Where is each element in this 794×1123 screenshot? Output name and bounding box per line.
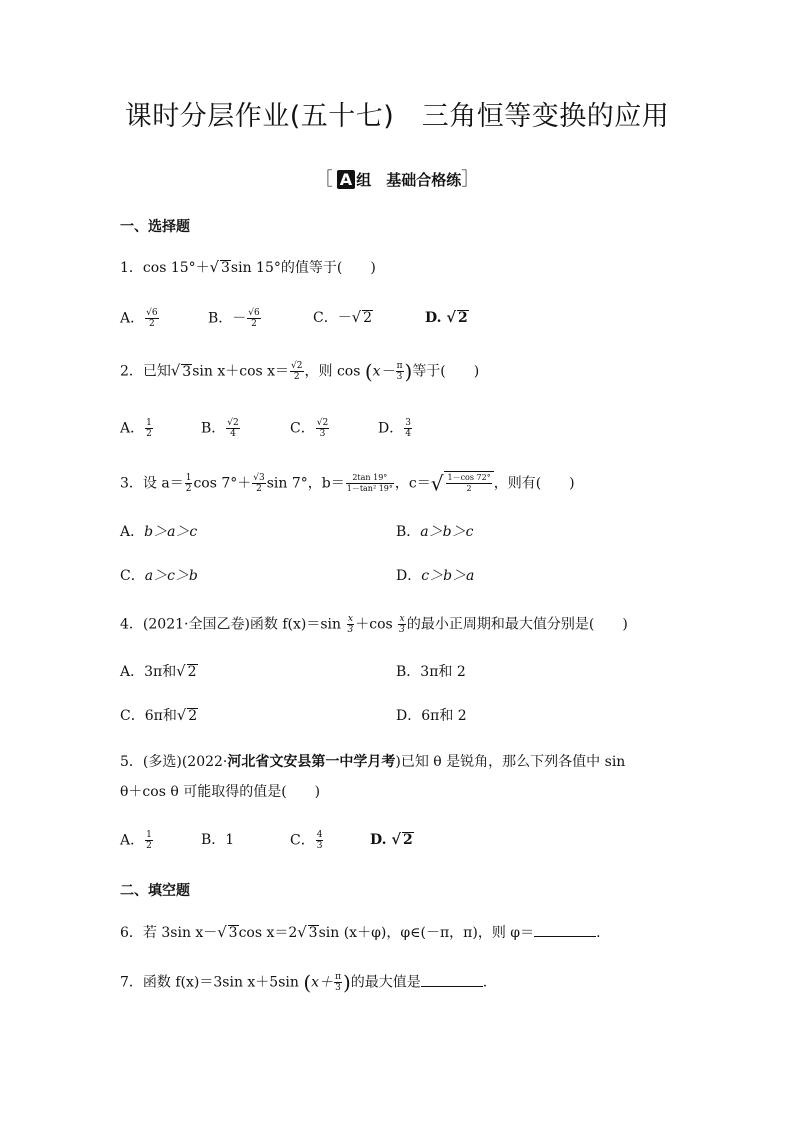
radical-sign: √ (217, 924, 227, 941)
denominator: 2 (146, 429, 152, 439)
option-label: C． (290, 832, 315, 849)
question-3 (120, 471, 575, 494)
numerator: π (335, 972, 341, 982)
option-label: A． (120, 832, 145, 849)
fraction (252, 473, 265, 494)
denominator: 2 (293, 372, 300, 382)
fraction (404, 418, 412, 439)
q1-number: 1． (120, 260, 143, 276)
q3-number: 3． (120, 475, 143, 492)
denominator: 1－tan² 19° (346, 484, 393, 493)
question-1 (120, 258, 376, 278)
option-label: B． (208, 310, 233, 327)
radical-sign: √ (351, 309, 362, 326)
radical-sign: √ (176, 707, 187, 724)
radical-sign: √ (430, 471, 444, 496)
radical-sign: √ (297, 924, 307, 941)
fraction (396, 361, 404, 382)
left-paren: ( (364, 359, 373, 384)
fraction (398, 614, 406, 635)
fraction (247, 308, 260, 329)
numerator: 3 (405, 418, 411, 428)
denominator: 2 (251, 319, 257, 329)
denominator: 3 (396, 372, 403, 382)
q2-option-c[interactable] (290, 418, 330, 439)
radicand: 2 (188, 708, 198, 724)
denominator: 3 (399, 625, 405, 635)
radicand: 2 (403, 832, 413, 848)
q1-text-2: sin 15°的值等于( ) (230, 260, 376, 276)
q5-source: 河北省文安县第一中学月考 (227, 754, 396, 770)
q4-option-b[interactable] (396, 662, 466, 682)
left-bracket: ［ (314, 169, 333, 190)
numerator: x (399, 614, 405, 624)
denominator: 2 (148, 319, 155, 329)
fraction (446, 473, 491, 494)
q3-text-4: ，c＝ (394, 475, 431, 492)
q5-option-b[interactable] (201, 830, 234, 850)
option-label: C． (290, 420, 315, 437)
group-label: 组 基础合格练 (356, 171, 462, 189)
fraction (316, 830, 324, 851)
q3-text-5: ，则有( ) (493, 475, 575, 492)
numerator: 1 (185, 473, 192, 483)
group-badge: A (337, 170, 355, 189)
q2-text-4: 等于( ) (412, 363, 480, 380)
denominator: 4 (405, 429, 411, 439)
q1-option-b[interactable] (208, 308, 262, 329)
q5-number: 5． (120, 754, 143, 770)
q2-text-3: ，则 cos (304, 363, 365, 380)
numerator: √3 (253, 473, 265, 483)
q4-option-d[interactable] (396, 706, 467, 726)
question-5-line-2: θ＋cos θ 可能取得的值是( ) (120, 784, 321, 800)
q7-text: 函数 f(x)＝3sin x＋5sin (142, 974, 304, 991)
q2-option-a[interactable] (120, 418, 154, 439)
option-label: D． (396, 708, 422, 724)
option-label: B． (396, 524, 421, 540)
q2-radicand: 3 (182, 363, 192, 380)
q4-text-2: ＋cos (355, 616, 398, 633)
radicand: 2 (458, 310, 468, 326)
option-text: c＞b＞a (421, 568, 475, 584)
denominator: 3 (335, 983, 341, 993)
section-fill-heading: 二、填空题 (120, 883, 190, 899)
numerator: 4 (316, 830, 323, 840)
numerator: √2 (227, 418, 239, 428)
numerator: 1 (146, 418, 152, 428)
q6-text-2: cos x＝2 (238, 925, 298, 941)
minus-sign: － (337, 310, 352, 326)
period: . (482, 974, 488, 991)
radical-sign: √ (209, 259, 219, 276)
option-text: 6π和 2 (421, 708, 467, 724)
numerator: √6 (248, 308, 260, 318)
q5-option-d[interactable] (370, 830, 414, 850)
question-4 (120, 614, 628, 635)
option-text: 3π和 2 (420, 664, 466, 680)
numerator: 1 (146, 830, 152, 840)
q6-text-3: sin (x＋φ)，φ∈(－π，π)，则 φ＝ (318, 925, 535, 941)
fraction (334, 972, 342, 993)
fraction (145, 418, 153, 439)
q2-inner: x－ (372, 363, 395, 380)
q7-number: 7． (120, 974, 143, 991)
denominator: 3 (316, 841, 323, 851)
denominator: 3 (319, 429, 326, 439)
radicand: 2 (187, 664, 197, 680)
denominator: 2 (256, 484, 262, 494)
right-bracket: ］ (461, 169, 480, 190)
radical-sign: √ (176, 663, 186, 680)
group-heading (0, 165, 794, 191)
numerator: √2 (316, 418, 329, 428)
option-text: 6π和 (144, 708, 177, 724)
denominator: 4 (230, 429, 236, 439)
q7-text-2: 的最大值是 (350, 974, 421, 991)
option-label: B． (396, 664, 421, 680)
q1-option-a[interactable] (120, 308, 160, 329)
q1-radicand: 3 (221, 260, 230, 276)
fraction (290, 361, 303, 382)
fraction (316, 418, 329, 439)
denominator: 2 (185, 484, 192, 494)
fraction (346, 473, 394, 494)
q1-option-d[interactable] (425, 308, 469, 328)
q3-option-b[interactable] (396, 522, 473, 542)
period: . (596, 925, 601, 941)
radicand: 3 (228, 925, 238, 941)
option-label: C． (120, 708, 145, 724)
radical-sign: √ (446, 309, 457, 326)
option-label: D． (396, 568, 422, 584)
fraction (347, 614, 355, 635)
option-text: a＞c＞b (144, 568, 198, 584)
question-2 (120, 361, 479, 382)
q2-text: 已知 (142, 363, 171, 380)
q1-option-c[interactable] (313, 308, 373, 328)
q3-option-c[interactable] (120, 566, 198, 586)
section-choice-heading: 一、选择题 (120, 219, 190, 235)
q4-text: (2021·全国乙卷)函数 f(x)＝sin (142, 616, 346, 633)
q2-option-d[interactable] (378, 418, 413, 439)
option-label: A． (120, 420, 145, 437)
fraction (226, 418, 239, 439)
fraction (145, 308, 158, 329)
q7-answer-blank[interactable] (421, 974, 483, 987)
q6-answer-blank[interactable] (534, 924, 596, 937)
option-text: b＞a＞c (144, 524, 198, 540)
left-paren: ( (303, 970, 312, 995)
option-label: C． (313, 310, 338, 326)
numerator: √2 (291, 361, 303, 371)
q3-text-3: sin 7°，b＝ (266, 475, 345, 492)
q6-text: 若 3sin x－ (142, 925, 218, 941)
q5-option-c[interactable] (290, 830, 324, 851)
radical-sign: √ (391, 831, 402, 848)
option-label: D. (370, 832, 387, 848)
q3-option-a[interactable] (120, 522, 197, 542)
q5-text-2: )已知 θ 是锐角，那么下列各值中 sin (395, 754, 626, 770)
fraction (145, 830, 153, 851)
page-title: 课时分层作业(五十七) 三角恒等变换的应用 (124, 101, 670, 132)
option-label: D. (425, 310, 442, 326)
option-label: C． (120, 568, 145, 584)
question-6 (120, 923, 601, 943)
option-label: A． (120, 524, 145, 540)
option-text: 1 (225, 832, 235, 848)
option-text: 3π和 (144, 664, 177, 680)
option-label: B． (201, 420, 226, 437)
q6-number: 6． (120, 925, 143, 941)
q4-text-3: 的最小正周期和最大值分别是( ) (406, 616, 628, 633)
radicand: 2 (363, 310, 372, 326)
option-text: a＞b＞c (420, 524, 474, 540)
right-paren: ) (342, 970, 351, 995)
radicand: 3 (308, 925, 318, 941)
q3-text-2: cos 7°＋ (193, 475, 252, 492)
minus-sign: － (232, 310, 247, 327)
q2-option-b[interactable] (201, 418, 241, 439)
q2-text-2: sin x＋cos x＝ (192, 363, 290, 380)
option-label: B． (201, 832, 226, 848)
denominator: 2 (466, 484, 472, 493)
option-label: A． (120, 664, 145, 680)
right-paren: ) (404, 359, 413, 384)
question-7 (120, 972, 487, 993)
denominator: 2 (146, 841, 152, 851)
radicand (444, 471, 493, 494)
fraction (185, 473, 193, 494)
denominator: 3 (347, 625, 354, 635)
q5-option-a[interactable] (120, 830, 154, 851)
q4-option-a[interactable] (120, 662, 198, 682)
numerator: 1－cos 72° (447, 473, 491, 482)
question-5 (120, 752, 625, 772)
radical-sign: √ (170, 362, 181, 380)
q1-text: cos 15°＋ (142, 260, 210, 276)
option-label: D． (378, 420, 404, 437)
numerator: π (396, 361, 403, 371)
option-label: A． (120, 310, 145, 327)
q5-text: (多选)(2022· (142, 754, 228, 770)
numerator: √6 (146, 308, 158, 318)
q3-text: 设 a＝ (142, 475, 184, 492)
q2-number: 2． (120, 363, 143, 380)
q3-option-d[interactable] (396, 566, 474, 586)
numerator: x (347, 614, 353, 624)
q4-number: 4． (120, 616, 143, 633)
numerator: 2tan 19° (346, 473, 394, 484)
q7-inner: x＋ (311, 974, 334, 991)
q4-option-c[interactable] (120, 706, 198, 726)
